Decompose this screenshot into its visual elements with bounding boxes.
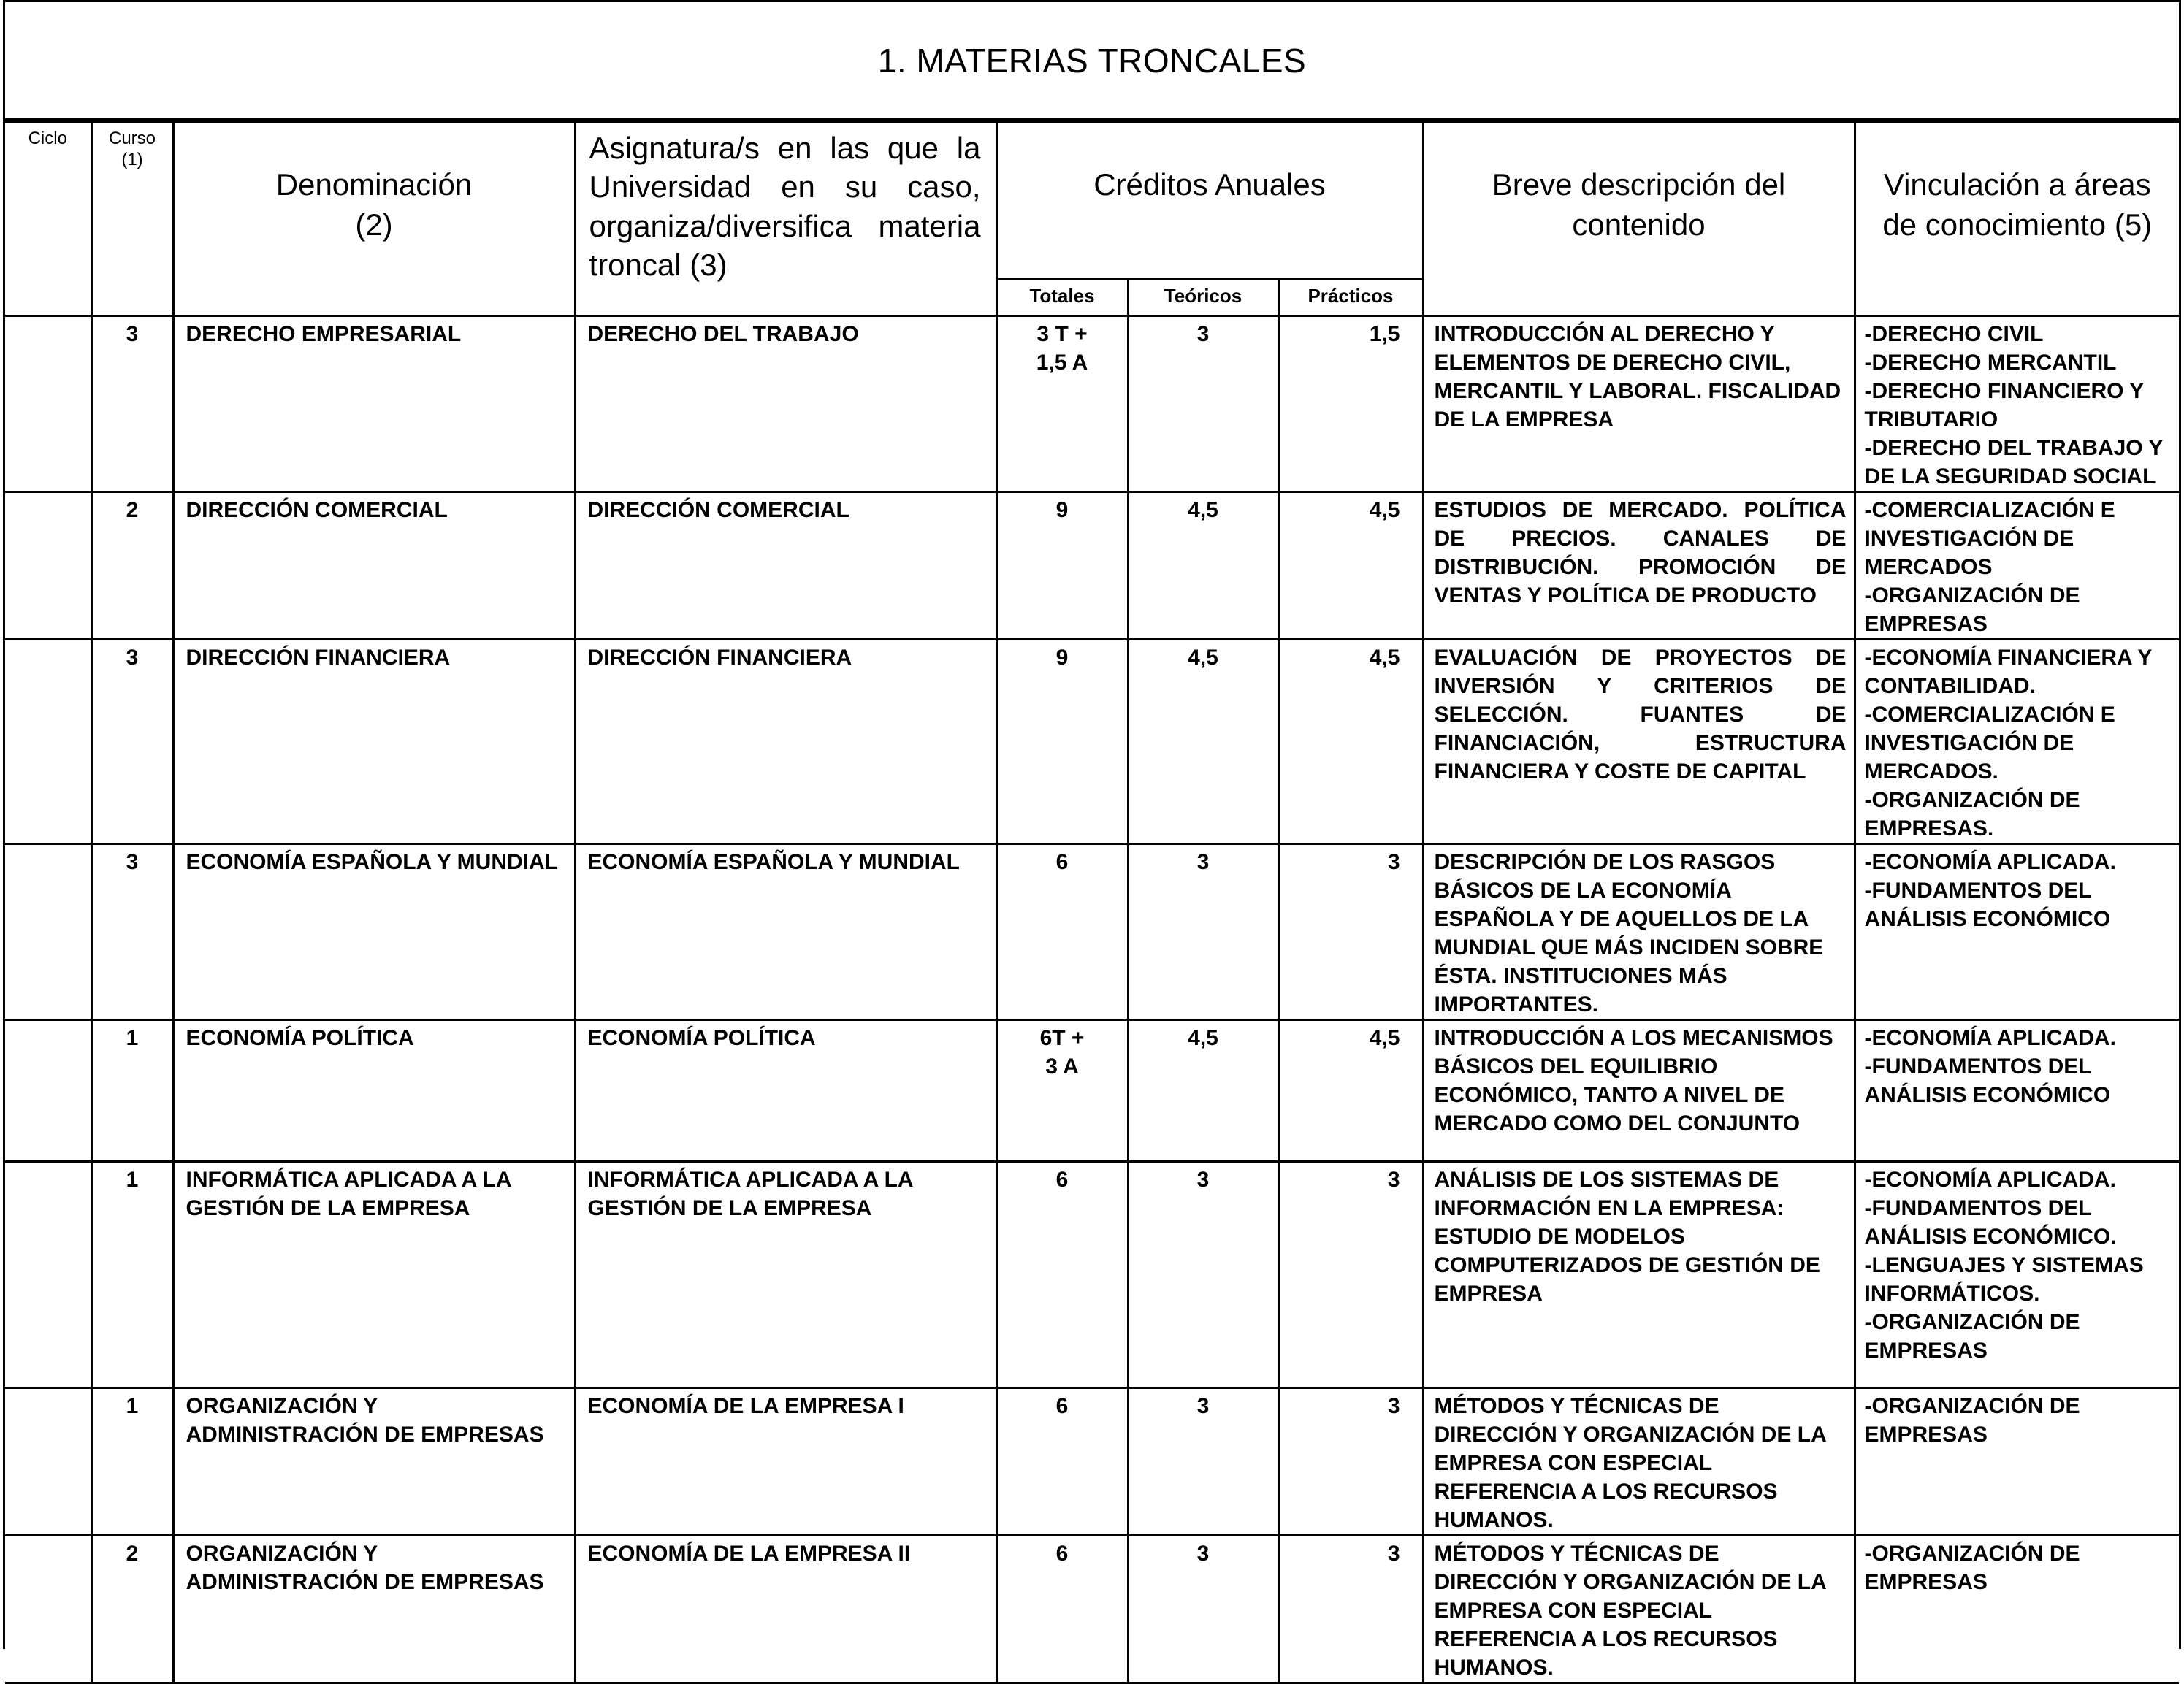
cell-asignatura: DERECHO DEL TRABAJO [575,316,996,492]
header-curso: Curso (1) [91,122,173,316]
header-descripcion: Breve descripción del contenido [1423,122,1855,316]
materias-table [5,120,2179,1684]
cell-curso: 3 [91,640,173,844]
cell-totales: 6 [996,844,1128,1020]
cell-teoricos: 4,5 [1128,492,1278,640]
table-row [5,1536,2179,1683]
cell-practicos: 3 [1278,844,1423,1020]
cell-curso: 2 [91,1536,173,1683]
cell-ciclo [5,492,91,640]
table-row [5,844,2179,1020]
cell-practicos: 3 [1278,1388,1423,1536]
cell-denominacion: DIRECCIÓN COMERCIAL [173,492,575,640]
table-row [5,492,2179,640]
table-row [5,640,2179,844]
cell-practicos: 4,5 [1278,1020,1423,1162]
cell-denominacion: ECONOMÍA ESPAÑOLA Y MUNDIAL [173,844,575,1020]
document-sheet [3,0,2181,1680]
header-asignatura: Asignatura/s en las que la Universidad en su caso, organiza/diversifica materia troncal (3) [575,122,996,316]
header-practicos: Prácticos [1278,280,1423,316]
cell-practicos: 1,5 [1278,316,1423,492]
cell-ciclo [5,1162,91,1388]
cell-descripcion: INTRODUCCIÓN A LOS MECANISMOS BÁSICOS DEL EQUILIBRIO ECONÓMICO, TANTO A NIVEL DE MERCADO COMO DEL CONJUNTO [1423,1020,1855,1162]
cell-denominacion: ORGANIZACIÓN Y ADMINISTRACIÓN DE EMPRESAS [173,1388,575,1536]
cell-denominacion: ORGANIZACIÓN Y ADMINISTRACIÓN DE EMPRESAS [173,1536,575,1683]
cell-ciclo [5,1536,91,1683]
header-teoricos: Teóricos [1128,280,1278,316]
cell-vinculacion: -COMERCIALIZACIÓN E INVESTIGACIÓN DE MERCADOS -ORGANIZACIÓN DE EMPRESAS [1855,492,2179,640]
cell-totales: 6 [996,1388,1128,1536]
cell-vinculacion: -ECONOMÍA APLICADA. -FUNDAMENTOS DEL ANÁLISIS ECONÓMICO [1855,1020,2179,1162]
cell-teoricos: 4,5 [1128,1020,1278,1162]
header-creditos: Créditos Anuales [996,122,1423,280]
cell-asignatura: ECONOMÍA ESPAÑOLA Y MUNDIAL [575,844,996,1020]
cell-teoricos: 3 [1128,844,1278,1020]
header-ciclo: Ciclo [5,122,91,316]
cell-vinculacion: -ORGANIZACIÓN DE EMPRESAS [1855,1388,2179,1536]
table-row [5,1162,2179,1388]
cell-descripcion: DESCRIPCIÓN DE LOS RASGOS BÁSICOS DE LA ECONOMÍA ESPAÑOLA Y DE AQUELLOS DE LA MUNDIAL QUE MÁS INCIDEN SOBRE ÉSTA. INSTITUCIONES MÁS IMPORTANTES. [1423,844,1855,1020]
cell-denominacion: ECONOMÍA POLÍTICA [173,1020,575,1162]
cell-teoricos: 3 [1128,1388,1278,1536]
cell-curso: 3 [91,844,173,1020]
cell-vinculacion: -ORGANIZACIÓN DE EMPRESAS [1855,1536,2179,1683]
cell-descripcion: MÉTODOS Y TÉCNICAS DE DIRECCIÓN Y ORGANIZACIÓN DE LA EMPRESA CON ESPECIAL REFERENCIA A LOS RECURSOS HUMANOS. [1423,1536,1855,1683]
cell-vinculacion: -ECONOMÍA APLICADA. -FUNDAMENTOS DEL ANÁLISIS ECONÓMICO [1855,844,2179,1020]
cell-asignatura: DIRECCIÓN COMERCIAL [575,492,996,640]
page-title: 1. MATERIAS TRONCALES [5,2,2179,120]
cell-totales: 9 [996,492,1128,640]
cell-descripcion: MÉTODOS Y TÉCNICAS DE DIRECCIÓN Y ORGANIZACIÓN DE LA EMPRESA CON ESPECIAL REFERENCIA A LOS RECURSOS HUMANOS. [1423,1388,1855,1536]
cell-teoricos: 3 [1128,316,1278,492]
cell-ciclo [5,1388,91,1536]
cell-descripcion: INTRODUCCIÓN AL DERECHO Y ELEMENTOS DE DERECHO CIVIL, MERCANTIL Y LABORAL. FISCALIDAD DE LA EMPRESA [1423,316,1855,492]
cell-totales: 6 [996,1536,1128,1683]
cell-totales: 9 [996,640,1128,844]
header-vinculacion: Vinculación a áreas de conocimiento (5) [1855,122,2179,316]
cell-denominacion: INFORMÁTICA APLICADA A LA GESTIÓN DE LA EMPRESA [173,1162,575,1388]
cell-asignatura: DIRECCIÓN FINANCIERA [575,640,996,844]
cell-curso: 2 [91,492,173,640]
cell-totales: 3 T + 1,5 A [996,316,1128,492]
table-row [5,316,2179,492]
cell-totales: 6 [996,1162,1128,1388]
header-row [5,122,2179,280]
cell-ciclo [5,316,91,492]
cell-vinculacion: -ECONOMÍA APLICADA. -FUNDAMENTOS DEL ANÁLISIS ECONÓMICO. -LENGUAJES Y SISTEMAS INFORMÁTICOS. -ORGANIZACIÓN DE EMPRESAS [1855,1162,2179,1388]
cell-practicos: 4,5 [1278,640,1423,844]
cell-teoricos: 4,5 [1128,640,1278,844]
table-row [5,1020,2179,1162]
cell-asignatura: ECONOMÍA DE LA EMPRESA I [575,1388,996,1536]
cell-practicos: 4,5 [1278,492,1423,640]
cell-totales: 6T + 3 A [996,1020,1128,1162]
cell-denominacion: DIRECCIÓN FINANCIERA [173,640,575,844]
cell-teoricos: 3 [1128,1536,1278,1683]
cell-descripcion: EVALUACIÓN DE PROYECTOS DE INVERSIÓN Y CRITERIOS DE SELECCIÓN. FUANTES DE FINANCIACIÓN, ESTRUCTURA FINANCIERA Y COSTE DE CAPITAL [1423,640,1855,844]
cell-denominacion: DERECHO EMPRESARIAL [173,316,575,492]
cell-ciclo [5,640,91,844]
cell-descripcion: ANÁLISIS DE LOS SISTEMAS DE INFORMACIÓN EN LA EMPRESA: ESTUDIO DE MODELOS COMPUTERIZADOS DE GESTIÓN DE EMPRESA [1423,1162,1855,1388]
cell-vinculacion: -ECONOMÍA FINANCIERA Y CONTABILIDAD. -COMERCIALIZACIÓN E INVESTIGACIÓN DE MERCADOS. -ORGANIZACIÓN DE EMPRESAS. [1855,640,2179,844]
cell-ciclo [5,844,91,1020]
cell-practicos: 3 [1278,1536,1423,1683]
cell-descripcion: ESTUDIOS DE MERCADO. POLÍTICA DE PRECIOS. CANALES DE DISTRIBUCIÓN. PROMOCIÓN DE VENTAS Y POLÍTICA DE PRODUCTO [1423,492,1855,640]
cell-asignatura: ECONOMÍA POLÍTICA [575,1020,996,1162]
cell-teoricos: 3 [1128,1162,1278,1388]
cell-vinculacion: -DERECHO CIVIL -DERECHO MERCANTIL -DERECHO FINANCIERO Y TRIBUTARIO -DERECHO DEL TRABAJO Y DE LA SEGURIDAD SOCIAL [1855,316,2179,492]
cell-ciclo [5,1020,91,1162]
cell-curso: 1 [91,1162,173,1388]
header-denominacion: Denominación (2) [173,122,575,316]
table-row [5,1388,2179,1536]
cell-asignatura: ECONOMÍA DE LA EMPRESA II [575,1536,996,1683]
cell-curso: 1 [91,1388,173,1536]
cell-asignatura: INFORMÁTICA APLICADA A LA GESTIÓN DE LA EMPRESA [575,1162,996,1388]
cell-curso: 1 [91,1020,173,1162]
cell-curso: 3 [91,316,173,492]
cell-practicos: 3 [1278,1162,1423,1388]
header-totales: Totales [996,280,1128,316]
